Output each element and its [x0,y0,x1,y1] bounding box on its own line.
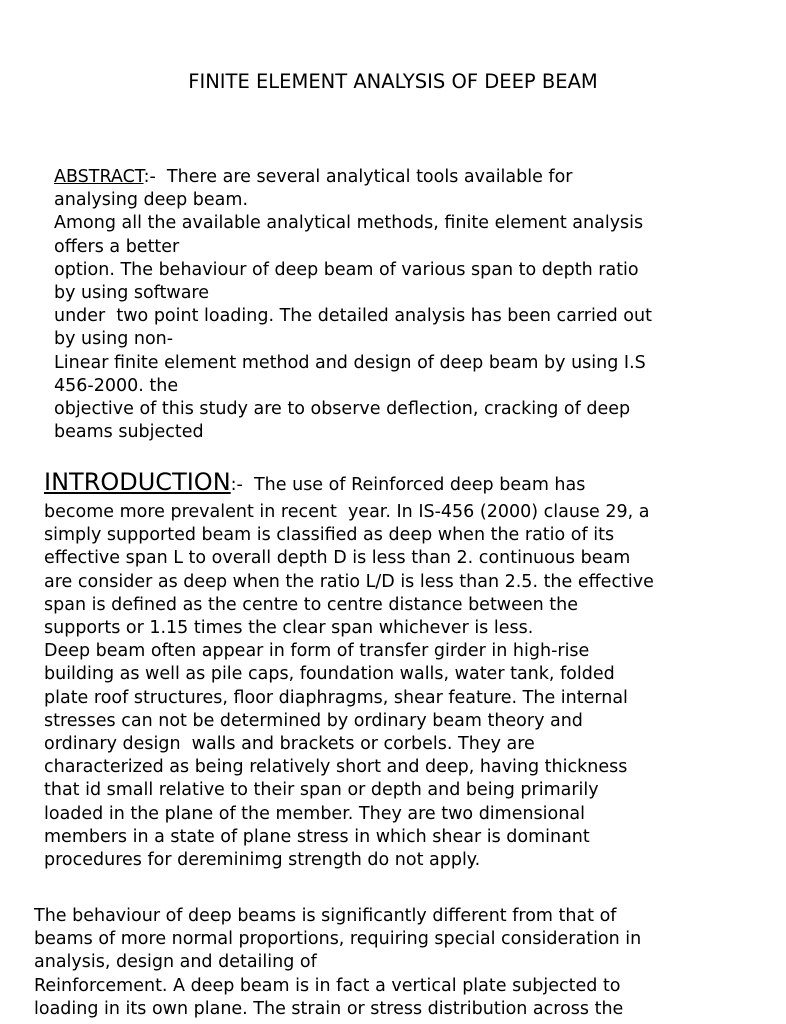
document-title: FINITE ELEMENT ANALYSIS OF DEEP BEAM [188,70,598,93]
introduction-line: effective span L to overall depth D is less than 2. continuous beam [44,548,631,569]
introduction-line: simply supported beam is classified as deep when the ratio of its [44,525,615,546]
introduction-section [44,466,754,872]
abstract-line: Linear finite element method and design of deep beam by using I.S [54,352,646,373]
abstract-line: Among all the available analytical methods, finite element analysis [54,213,644,234]
behaviour-line: Reinforcement. A deep beam is in fact a vertical plate subjected to [34,975,621,996]
introduction-line: supports or 1.15 times the clear span whichever is less. [44,618,534,639]
abstract-line: beams subjected [54,422,204,443]
introduction-line: plate roof structures, floor diaphragms, shear feature. The internal [44,687,628,708]
abstract-line: by using non- [54,329,174,350]
abstract-line: analysing deep beam. [54,190,249,211]
behaviour-line: loading in its own plane. The strain or stress distribution across the [34,998,624,1019]
abstract-line: 456-2000. the [54,375,179,396]
introduction-line: characterized as being relatively short and deep, having thickness [44,757,628,778]
introduction-line: :- The use of Reinforced deep beam has [230,475,586,495]
introduction-line: become more prevalent in recent year. In IS-456 (2000) clause 29, a [44,502,650,522]
introduction-line: stresses can not be determined by ordinary beam theory and [44,710,583,731]
introduction-first-line [44,466,754,501]
introduction-line: span is defined as the centre to centre distance between the [44,594,579,615]
introduction-heading: INTRODUCTION [44,468,231,496]
introduction-line: are consider as deep when the ratio L/D is less than 2.5. the effective [44,571,654,592]
abstract-line: objective of this study are to observe deflection, cracking of deep [54,399,631,420]
introduction-line: Deep beam often appear in form of transfer girder in high-rise [44,641,590,662]
behaviour-line: analysis, design and detailing of [34,952,317,973]
introduction-line: ordinary design walls and brackets or corbels. They are [44,734,535,755]
abstract-line: option. The behaviour of deep beam of various span to depth ratio [54,259,639,280]
behaviour-line: The behaviour of deep beams is significantly different from that of [34,906,617,926]
introduction-line: that id small relative to their span or depth and being primarily [44,780,599,801]
introduction-line: procedures for dereminimg strength do not apply. [44,850,481,871]
introduction-line: loaded in the plane of the member. They are two dimensional [44,803,585,824]
abstract-section [54,166,754,443]
abstract-first-line [54,166,754,189]
introduction-line: members in a state of plane stress in which shear is dominant [44,826,590,847]
abstract-line: offers a better [54,236,180,257]
behaviour-line: beams of more normal proportions, requiring special consideration in [34,929,642,950]
abstract-line: under two point loading. The detailed analysis has been carried out [54,306,652,327]
behaviour-paragraph [34,905,754,1024]
abstract-heading: ABSTRACT [54,167,144,187]
abstract-line: :- There are several analytical tools available for [143,167,573,187]
abstract-line: by using software [54,283,210,304]
introduction-line: building as well as pile caps, foundation walls, water tank, folded [44,664,615,685]
